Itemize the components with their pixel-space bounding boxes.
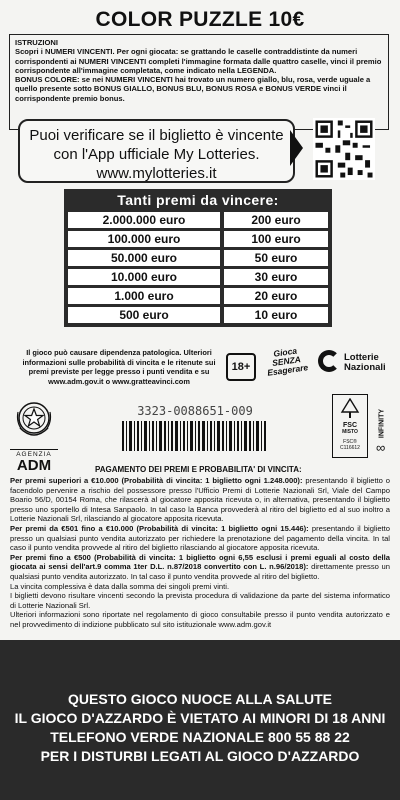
payment-total-text: La vincita complessiva è data dalla somma dei singoli premi vinti. <box>10 581 230 591</box>
prize-right-2: 50 euro <box>224 250 328 266</box>
footer-line-1: QUESTO GIOCO NUOCE ALLA SALUTE <box>68 691 332 707</box>
republic-emblem-icon <box>14 398 54 442</box>
prize-left-2: 50.000 euro <box>68 250 220 266</box>
barcode-icon <box>120 421 270 451</box>
prize-right-0: 200 euro <box>224 212 328 228</box>
page-title: COLOR PUZZLE 10€ <box>95 8 305 31</box>
lotterie-c-icon <box>318 350 340 372</box>
fsc-badge <box>332 394 368 458</box>
payment-tier-2: Per premi da €501 fino a €10.000 (Probabilità di vincita: 1 biglietto ogni 15.446): <box>10 523 309 533</box>
prize-left-1: 100.000 euro <box>68 231 220 247</box>
prize-left-3: 10.000 euro <box>68 269 220 285</box>
instructions-box <box>9 34 389 130</box>
app-line-2: con l'App ufficiale My Lotteries. <box>53 146 260 163</box>
fsc-tree-icon <box>340 398 360 420</box>
legal-notice: Il gioco può causare dipendenza patologica. Ulteriori informazioni sulle probabilità di vincita e le ritenute sui premi previste per legge presso i punti vendita e su www.adm.gov.it o www.gratteavinci.com <box>22 348 216 386</box>
adm-agenzia: AGENZIA <box>10 449 58 458</box>
prize-heading: Tanti premi da vincere: <box>117 192 279 208</box>
adm-logo <box>10 398 58 474</box>
payment-info <box>10 476 390 630</box>
prize-right-3: 30 euro <box>224 269 328 285</box>
health-warning-footer <box>0 640 400 800</box>
gioca-senza-esagerare-logo: Gioca SENZA Esagerare <box>266 345 309 378</box>
prize-left-0: 2.000.000 euro <box>68 212 220 228</box>
fsc-code: FSC® C116612 <box>340 439 360 451</box>
footer-line-2: IL GIOCO D'AZZARDO È VIETATO AI MINORI DI 18 ANNI <box>14 710 386 726</box>
prize-table <box>64 189 332 327</box>
payment-validation-text: I biglietti devono risultare vincenti secondo la prevista procedura di validazione da parte del sistema informatico di Lotterie Nazionali Srl. <box>10 591 390 610</box>
app-url[interactable]: www.mylotteries.it <box>96 165 217 182</box>
footer-line-4: PER I DISTURBI LEGATI AL GIOCO D'AZZARDO <box>40 748 360 764</box>
app-info-box <box>18 119 295 183</box>
payment-tier-1: Per premi superiori a €10.000 (Probabilità di vincita: 1 biglietto ogni 1.248.000): <box>10 476 303 485</box>
instructions-text: Scopri i NUMERI VINCENTI. Per ogni giocata: se grattando le caselle contraddistinte da numeri corrispondenti ai NUMERI VINCENTI completi l'immagine formata dalle quattro caselle, vinci il premio corrispondente all'immagine completata, come indicato nella LEGENDA. <box>15 47 382 75</box>
footer-line-3: TELEFONO VERDE NAZIONALE 800 55 88 22 <box>50 729 350 745</box>
fsc-sub: MISTO <box>342 429 358 435</box>
prize-right-5: 10 euro <box>224 307 328 323</box>
prize-left-4: 1.000 euro <box>68 288 220 304</box>
payment-paragraph-2 <box>10 524 390 553</box>
qr-code-icon[interactable] <box>313 118 375 180</box>
app-line-1: Puoi verificare se il biglietto è vincente <box>29 127 284 144</box>
fsc-brand: FSC <box>343 422 357 429</box>
payment-paragraph-1 <box>10 476 390 524</box>
adm-name: ADM <box>16 457 52 474</box>
prize-right-1: 100 euro <box>224 231 328 247</box>
lotterie-nazionali-logo <box>318 350 393 380</box>
payment-paragraph-3 <box>10 553 390 582</box>
payment-tier-1-text: presentando il biglietto o facendolo pervenire a rischio del possessore presso l'Ufficio Premi di Lotterie Nazionali Srl, Viale del Campo Boario 56/D, 00154 Roma, che rilascerà al giocatore apposita ricevuta o, in alternativa, presentando il biglietto presso uno sportello di Intesa Sanpaolo. In tal caso la Banca provvederà al ritiro del biglietto ed al suo inoltro a Lotterie Nazionali Srl, rilasciando al giocatore apposita ricevuta. <box>10 476 390 524</box>
arrow-right-icon <box>290 130 303 166</box>
payment-tier-2-text: presentando il biglietto presso un qualsiasi punto vendita autorizzato per richiedere la prenotazione del pagamento della vincita. In tal caso il punto vendita provvede al ritiro del biglietto rilasciando al giocatore apposita ricevuta. <box>10 523 390 553</box>
serial-number: 3323-0088651-009 <box>137 404 253 418</box>
instructions-heading: ISTRUZIONI <box>15 38 59 47</box>
prize-left-5: 500 euro <box>68 307 220 323</box>
age-badge: 18+ <box>226 353 256 381</box>
payment-tier-3-text: direttamente presso un qualsiasi punto vendita autorizzato. In tal caso il punto vendita provvede al ritiro del biglietto. <box>10 562 390 581</box>
payment-tier-3: Per premi fino a €500 (Probabilità di vincita: 1 biglietto ogni 6,55 esclusi i premi eguali al costo della giocata ai sensi dell'art.9 comma 1ter D.L. n.87/2018 convertito con L. n.96/2018): <box>10 552 390 572</box>
bonus-text: BONUS COLORE: se nei NUMERI VINCENTI hai trovato un numero giallo, blu, rosa, verde uguale a quello presente sotto BONUS GIALLO, BONUS BLU, BONUS ROSA e BONUS VERDE vinci il corrispondente premio bonus. <box>15 75 371 103</box>
payment-more-info-text: Ulteriori informazioni sono riportate nel regolamento di gioco consultabile presso il punto vendita autorizzato e nel provvedimento di indizione pubblicato sul sito istituzionale www.adm.gov.it <box>10 610 390 629</box>
payment-title: PAGAMENTO DEI PREMI E PROBABILITA' DI VINCITA: <box>95 465 302 474</box>
lotterie-text: Lotterie Nazionali <box>344 352 386 373</box>
infinity-text: INFINITY <box>378 408 386 439</box>
infinity-symbol-icon: ∞ <box>376 440 386 455</box>
infinity-logo <box>372 394 394 456</box>
prize-right-4: 20 euro <box>224 288 328 304</box>
